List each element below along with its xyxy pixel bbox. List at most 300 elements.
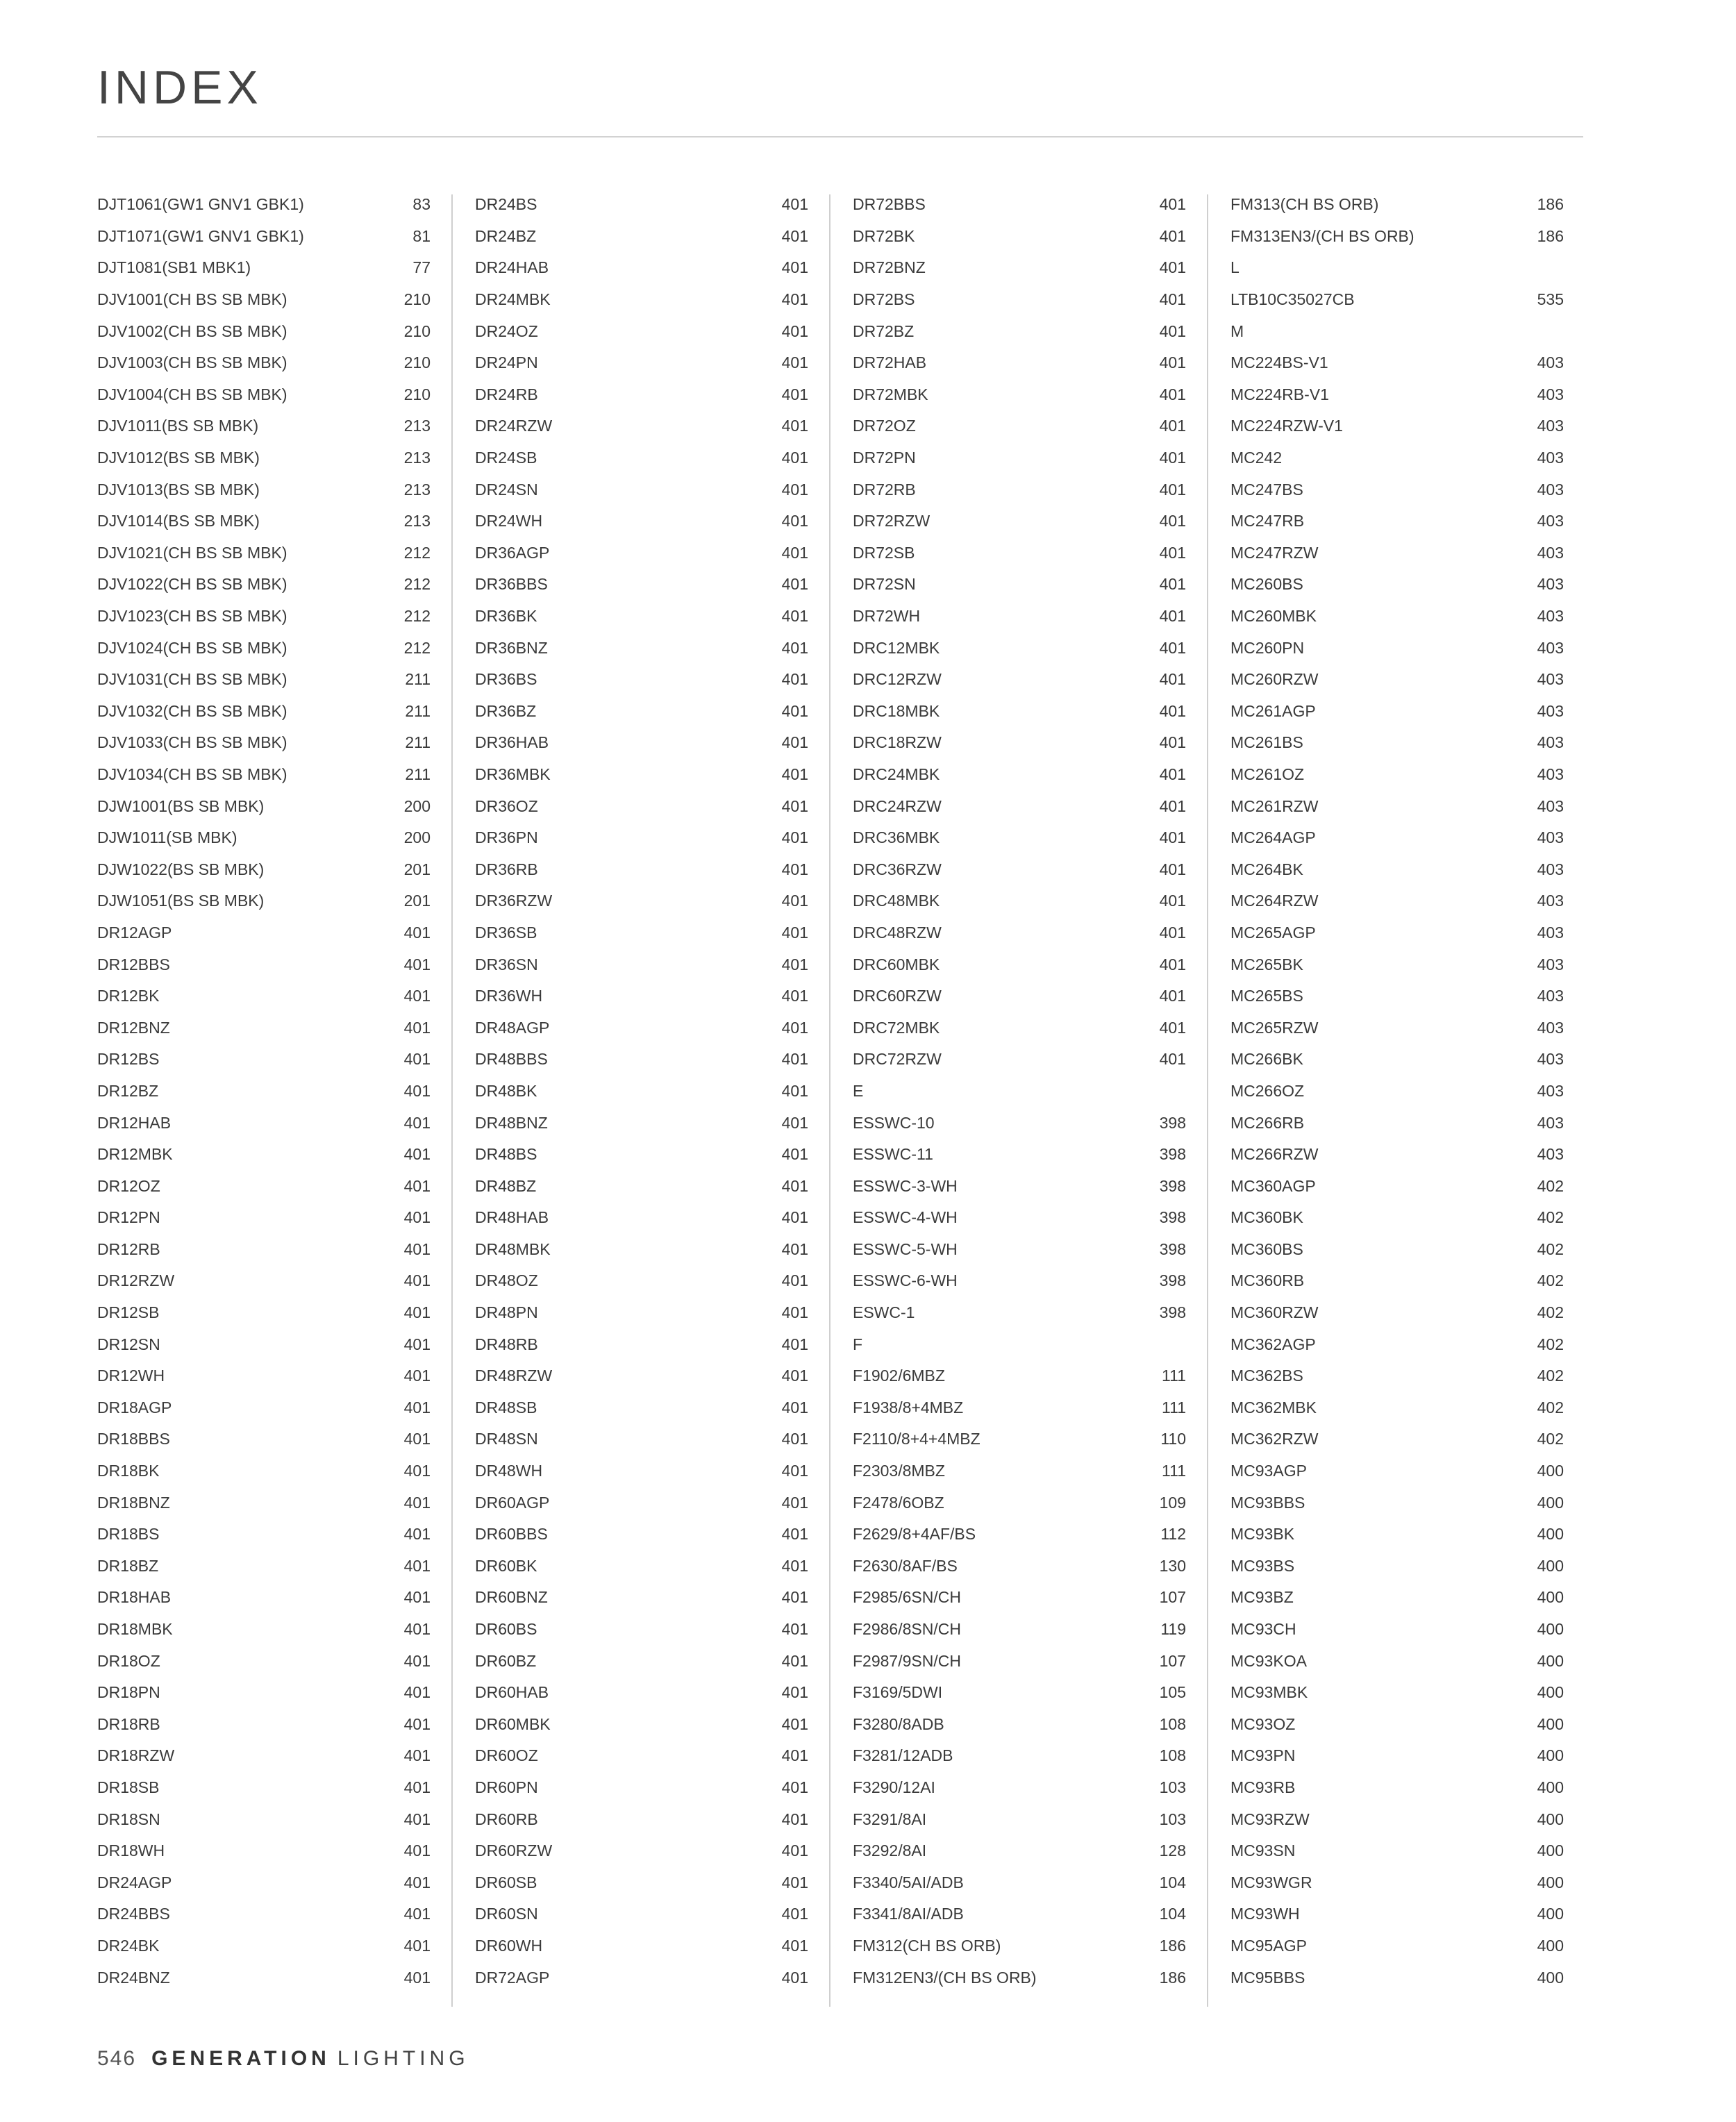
entry-code: F2630/8AF/BS	[853, 1556, 958, 1575]
entry-page: 401	[781, 828, 808, 847]
entry-page: 401	[1159, 638, 1186, 657]
index-entry	[853, 1202, 1186, 1234]
entry-page: 401	[781, 1335, 808, 1353]
entry-code: DJV1012(BS SB MBK)	[97, 449, 260, 467]
entry-page: 401	[781, 987, 808, 1005]
index-entry	[97, 1107, 431, 1139]
entry-code: F	[853, 1335, 863, 1353]
entry-page: 535	[1537, 290, 1564, 309]
entry-code: F2986/8SN/CH	[853, 1620, 961, 1639]
index-entry	[853, 1740, 1186, 1772]
entry-code: DR24OZ	[475, 321, 538, 340]
entry-code: DR72SN	[853, 575, 916, 594]
index-entry	[475, 1202, 808, 1234]
entry-page: 401	[403, 1239, 431, 1258]
entry-code: DR24BNZ	[97, 1968, 170, 1987]
entry-page: 401	[781, 1367, 808, 1385]
index-entry	[475, 980, 808, 1012]
index-column-3	[853, 189, 1186, 1994]
entry-page: 401	[403, 923, 431, 942]
entry-code: DR12AGP	[97, 923, 172, 942]
entry-code: DR36BBS	[475, 575, 548, 594]
index-entry	[475, 315, 808, 347]
entry-code: DR60SN	[475, 1905, 538, 1923]
entry-code: DR12SN	[97, 1335, 160, 1353]
index-entry	[97, 1202, 431, 1234]
index-entry	[1230, 1234, 1564, 1266]
index-entry	[853, 506, 1186, 537]
entry-code: DJV1031(CH BS SB MBK)	[97, 670, 287, 689]
entry-page: 403	[1537, 701, 1564, 720]
entry-code: DR18BNZ	[97, 1493, 170, 1512]
entry-page: 401	[403, 1335, 431, 1353]
index-entry	[97, 1044, 431, 1076]
index-entry	[853, 1265, 1186, 1297]
entry-code: DR48RB	[475, 1335, 538, 1353]
index-entry	[853, 1709, 1186, 1741]
entry-code: MC362AGP	[1230, 1335, 1316, 1353]
entry-page: 398	[1159, 1145, 1186, 1164]
entry-code: MC242	[1230, 449, 1283, 467]
entry-code: DJV1002(CH BS SB MBK)	[97, 321, 287, 340]
entry-page: 398	[1159, 1239, 1186, 1258]
index-entry	[1230, 1076, 1564, 1108]
entry-page: 401	[781, 1968, 808, 1987]
index-entry	[475, 601, 808, 633]
entry-page: 400	[1537, 1873, 1564, 1891]
entry-page: 401	[781, 1873, 808, 1891]
entry-page: 401	[781, 1145, 808, 1164]
entry-page: 403	[1537, 638, 1564, 657]
entry-code: DR18AGP	[97, 1398, 172, 1417]
entry-code: MC266RZW	[1230, 1145, 1319, 1164]
index-entry	[475, 347, 808, 379]
entry-page: 401	[781, 1398, 808, 1417]
entry-page: 211	[405, 701, 431, 720]
entry-code: F3290/12AI	[853, 1778, 935, 1796]
entry-code: DR48SN	[475, 1430, 538, 1448]
entry-code: DR48BK	[475, 1081, 537, 1100]
entry-page: 403	[1537, 1113, 1564, 1132]
entry-page: 110	[1160, 1430, 1186, 1448]
index-entry	[475, 1962, 808, 1994]
index-entry	[97, 1265, 431, 1297]
entry-page: 108	[1159, 1746, 1186, 1765]
index-entry	[853, 221, 1186, 253]
entry-code: DRC36MBK	[853, 828, 940, 847]
entry-page: 402	[1537, 1367, 1564, 1385]
index-entry	[97, 853, 431, 885]
entry-page: 401	[781, 1841, 808, 1860]
entry-code: DR18RB	[97, 1714, 160, 1733]
index-entry	[853, 1930, 1186, 1962]
entry-page: 403	[1537, 765, 1564, 783]
entry-page: 107	[1159, 1588, 1186, 1607]
page-number: 546	[97, 2047, 137, 2070]
entry-page: 401	[403, 1271, 431, 1290]
entry-page: 401	[781, 1746, 808, 1765]
entry-code: F2987/9SN/CH	[853, 1651, 961, 1670]
index-entry	[97, 1519, 431, 1551]
entry-code: MC224BS-V1	[1230, 353, 1328, 372]
index-entry	[853, 1423, 1186, 1455]
entry-page: 401	[781, 607, 808, 626]
index-entry	[1230, 1835, 1564, 1867]
entry-code: MC360RB	[1230, 1271, 1305, 1290]
entry-page: 401	[781, 1018, 808, 1037]
index-entry	[475, 1455, 808, 1487]
index-entry	[97, 221, 431, 253]
index-entry	[853, 1360, 1186, 1392]
page-title: INDEX	[97, 61, 262, 114]
index-entry	[853, 252, 1186, 284]
entry-page: 401	[1159, 449, 1186, 467]
entry-page: 401	[1159, 796, 1186, 815]
entry-page: 401	[781, 1936, 808, 1955]
entry-code: DR12RB	[97, 1239, 160, 1258]
entry-page: 401	[1159, 226, 1186, 245]
index-entry	[97, 1709, 431, 1741]
index-column-2	[475, 189, 808, 1994]
entry-page: 213	[403, 417, 431, 435]
index-entry	[475, 189, 808, 221]
entry-code: DR24RZW	[475, 417, 553, 435]
entry-page: 401	[781, 385, 808, 403]
entry-page: 111	[1162, 1398, 1186, 1417]
index-entry	[1230, 664, 1564, 696]
entry-code: MC266BK	[1230, 1050, 1303, 1069]
entry-page: 401	[781, 1651, 808, 1670]
entry-code: MC264AGP	[1230, 828, 1316, 847]
entry-page: 403	[1537, 1081, 1564, 1100]
index-entry	[1230, 1898, 1564, 1930]
entry-page: 403	[1537, 417, 1564, 435]
entry-page: 401	[403, 1525, 431, 1544]
index-entry	[475, 917, 808, 949]
index-entry	[1230, 1645, 1564, 1677]
entry-page: 401	[1159, 543, 1186, 562]
entry-page: 128	[1159, 1841, 1186, 1860]
entry-page: 104	[1159, 1873, 1186, 1891]
index-entry	[97, 1170, 431, 1202]
brand-name-bold: GENERATION	[151, 2047, 331, 2070]
entry-page: 186	[1159, 1968, 1186, 1987]
entry-code: F3340/5AI/ADB	[853, 1873, 964, 1891]
index-entry	[853, 1898, 1186, 1930]
entry-page: 400	[1537, 1683, 1564, 1702]
index-entry	[97, 1866, 431, 1898]
entry-code: DJV1014(BS SB MBK)	[97, 512, 260, 530]
entry-code: FM312EN3/(CH BS ORB)	[853, 1968, 1037, 1987]
index-entry	[475, 1740, 808, 1772]
entry-code: MC247RB	[1230, 512, 1305, 530]
entry-page: 212	[403, 638, 431, 657]
index-entry	[853, 790, 1186, 822]
entry-code: DR24HAB	[475, 258, 549, 277]
entry-code: ESSWC-6-WH	[853, 1271, 958, 1290]
entry-page: 401	[781, 575, 808, 594]
entry-page: 401	[1159, 1018, 1186, 1037]
index-entry	[853, 1835, 1186, 1867]
entry-code: MC261RZW	[1230, 796, 1319, 815]
index-entry	[475, 1582, 808, 1614]
index-entry	[97, 252, 431, 284]
index-entry	[475, 1265, 808, 1297]
entry-page: 401	[781, 321, 808, 340]
index-entry	[475, 1519, 808, 1551]
entry-page: 401	[403, 1050, 431, 1069]
index-entry	[475, 1360, 808, 1392]
entry-code: DR24AGP	[97, 1873, 172, 1891]
entry-page: 403	[1537, 670, 1564, 689]
index-entry	[1230, 379, 1564, 411]
index-entry	[853, 1107, 1186, 1139]
entry-code: DR18MBK	[97, 1620, 173, 1639]
index-entry	[475, 790, 808, 822]
entry-page: 403	[1537, 1018, 1564, 1037]
index-entry	[97, 1234, 431, 1266]
entry-code: F3169/5DWI	[853, 1683, 943, 1702]
entry-code: DR36WH	[475, 987, 543, 1005]
entry-code: DRC48RZW	[853, 923, 942, 942]
entry-page: 401	[1159, 417, 1186, 435]
index-entry	[97, 664, 431, 696]
entry-code: DJV1034(CH BS SB MBK)	[97, 765, 287, 783]
index-entry	[853, 853, 1186, 885]
entry-code: DR72BBS	[853, 195, 926, 214]
entry-page: 401	[781, 1462, 808, 1480]
entry-code: DR60SB	[475, 1873, 537, 1891]
entry-page: 112	[1160, 1525, 1186, 1544]
entry-code: MC93WGR	[1230, 1873, 1312, 1891]
entry-page: 401	[781, 258, 808, 277]
entry-page: 401	[403, 1303, 431, 1322]
entry-page: 398	[1159, 1113, 1186, 1132]
entry-code: DR24SN	[475, 480, 538, 499]
entry-code: DR12BS	[97, 1050, 160, 1069]
index-entry	[475, 1551, 808, 1582]
entry-page: 401	[781, 1050, 808, 1069]
entry-code: DRC36RZW	[853, 860, 942, 878]
entry-page: 401	[1159, 195, 1186, 214]
entry-code: DR12BZ	[97, 1081, 159, 1100]
entry-code: DR36MBK	[475, 765, 551, 783]
entry-code: FM312(CH BS ORB)	[853, 1936, 1001, 1955]
entry-code: DR48SB	[475, 1398, 537, 1417]
entry-page: 403	[1537, 733, 1564, 752]
entry-page: 401	[403, 1081, 431, 1100]
index-entry	[475, 1076, 808, 1108]
entry-code: DJV1032(CH BS SB MBK)	[97, 701, 287, 720]
entry-code: DR24RB	[475, 385, 538, 403]
entry-code: ESSWC-4-WH	[853, 1208, 958, 1227]
index-entry	[1230, 569, 1564, 601]
index-entry	[475, 822, 808, 854]
index-entry	[97, 1423, 431, 1455]
entry-code: DR48BNZ	[475, 1113, 548, 1132]
entry-page: 401	[403, 1176, 431, 1195]
index-entry	[475, 1803, 808, 1835]
entry-code: MC93BK	[1230, 1525, 1295, 1544]
entry-page: 401	[781, 892, 808, 910]
index-entry	[475, 252, 808, 284]
index-entry	[1230, 537, 1564, 569]
entry-page: 401	[781, 1620, 808, 1639]
entry-page: 212	[403, 607, 431, 626]
entry-page: 401	[1159, 670, 1186, 689]
entry-code: MC224RB-V1	[1230, 385, 1329, 403]
entry-page: 401	[403, 1398, 431, 1417]
entry-code: MC266RB	[1230, 1113, 1305, 1132]
entry-code: MC360AGP	[1230, 1176, 1316, 1195]
index-entry	[1230, 1866, 1564, 1898]
index-entry	[475, 1139, 808, 1171]
entry-code: MC264RZW	[1230, 892, 1319, 910]
index-entry	[475, 727, 808, 759]
entry-code: MC93BBS	[1230, 1493, 1305, 1512]
entry-code: MC260RZW	[1230, 670, 1319, 689]
entry-page: 400	[1537, 1714, 1564, 1733]
entry-code: DJT1071(GW1 GNV1 GBK1)	[97, 226, 304, 245]
index-entry	[1230, 696, 1564, 728]
index-entry	[475, 1423, 808, 1455]
entry-code: MC360BS	[1230, 1239, 1303, 1258]
index-entry	[97, 315, 431, 347]
entry-code: MC261AGP	[1230, 701, 1316, 720]
entry-page: 401	[781, 1271, 808, 1290]
entry-code: DR18BK	[97, 1462, 160, 1480]
entry-code: DR48OZ	[475, 1271, 538, 1290]
entry-code: DR36SN	[475, 955, 538, 974]
entry-code: MC93CH	[1230, 1620, 1296, 1639]
entry-code: DR72HAB	[853, 353, 927, 372]
entry-code: DR36RZW	[475, 892, 553, 910]
entry-code: DR60BS	[475, 1620, 537, 1639]
entry-page: 398	[1159, 1303, 1186, 1322]
entry-code: E	[853, 1081, 864, 1100]
entry-page: 213	[403, 512, 431, 530]
index-entry	[475, 1234, 808, 1266]
index-entry	[853, 1772, 1186, 1804]
index-entry	[1230, 1139, 1564, 1171]
entry-page: 401	[1159, 955, 1186, 974]
entry-code: LTB10C35027CB	[1230, 290, 1355, 309]
entry-page: 400	[1537, 1968, 1564, 1987]
entry-page: 401	[781, 449, 808, 467]
index-entry	[475, 1709, 808, 1741]
entry-page: 401	[781, 765, 808, 783]
entry-code: ESSWC-3-WH	[853, 1176, 958, 1195]
entry-page: 402	[1537, 1208, 1564, 1227]
entry-code: DR18OZ	[97, 1651, 160, 1670]
index-entry	[853, 1012, 1186, 1044]
entry-page: 401	[1159, 733, 1186, 752]
entry-code: FM313(CH BS ORB)	[1230, 195, 1379, 214]
entry-page: 211	[405, 670, 431, 689]
index-entry	[1230, 1012, 1564, 1044]
entry-code: DR60BNZ	[475, 1588, 548, 1607]
entry-code: DRC24MBK	[853, 765, 940, 783]
entry-code: F3281/12ADB	[853, 1746, 953, 1765]
index-entry	[853, 980, 1186, 1012]
index-entry	[853, 537, 1186, 569]
index-column-4	[1230, 189, 1564, 1994]
entry-code: DJW1022(BS SB MBK)	[97, 860, 265, 878]
entry-page: 401	[781, 1176, 808, 1195]
index-entry	[97, 980, 431, 1012]
entry-page: 401	[403, 1588, 431, 1607]
index-section-letter	[1230, 315, 1564, 347]
index-entry	[97, 1803, 431, 1835]
entry-code: DR18RZW	[97, 1746, 175, 1765]
entry-page: 108	[1159, 1714, 1186, 1733]
entry-page: 212	[403, 575, 431, 594]
entry-code: DR72BS	[853, 290, 915, 309]
entry-code: F1902/6MBZ	[853, 1367, 945, 1385]
index-entry	[97, 696, 431, 728]
entry-page: 210	[403, 353, 431, 372]
title-rule	[97, 136, 1583, 137]
entry-code: MC362BS	[1230, 1367, 1303, 1385]
entry-code: DR60OZ	[475, 1746, 538, 1765]
index-entry	[853, 1455, 1186, 1487]
index-entry	[1230, 1265, 1564, 1297]
entry-page: 403	[1537, 607, 1564, 626]
index-entry	[475, 1392, 808, 1424]
entry-page: 401	[1159, 828, 1186, 847]
index-entry	[475, 1044, 808, 1076]
entry-page: 403	[1537, 987, 1564, 1005]
index-entry	[1230, 1709, 1564, 1741]
entry-code: DR72PN	[853, 449, 916, 467]
entry-code: FM313EN3/(CH BS ORB)	[1230, 226, 1414, 245]
index-entry	[1230, 885, 1564, 917]
entry-page: 210	[403, 321, 431, 340]
entry-page: 401	[781, 796, 808, 815]
index-entry	[1230, 1392, 1564, 1424]
index-entry	[97, 189, 431, 221]
entry-code: MC360BK	[1230, 1208, 1303, 1227]
entry-code: DR60BK	[475, 1556, 537, 1575]
entry-page: 105	[1159, 1683, 1186, 1702]
entry-page: 401	[403, 1367, 431, 1385]
entry-page: 401	[403, 1556, 431, 1575]
entry-page: 401	[781, 1905, 808, 1923]
entry-page: 401	[1159, 321, 1186, 340]
entry-code: MC266OZ	[1230, 1081, 1305, 1100]
index-entry	[475, 1835, 808, 1867]
entry-page: 401	[403, 1905, 431, 1923]
entry-page: 211	[405, 765, 431, 783]
entry-page: 403	[1537, 892, 1564, 910]
index-entry	[853, 917, 1186, 949]
entry-code: F2985/6SN/CH	[853, 1588, 961, 1607]
entry-code: DR24BBS	[97, 1905, 170, 1923]
entry-code: DRC72MBK	[853, 1018, 940, 1037]
entry-code: DRC24RZW	[853, 796, 942, 815]
index-entry	[1230, 221, 1564, 253]
entry-code: DR12BK	[97, 987, 160, 1005]
index-entry	[475, 1170, 808, 1202]
entry-page: 130	[1159, 1556, 1186, 1575]
entry-page: 103	[1159, 1778, 1186, 1796]
entry-code: DR60AGP	[475, 1493, 550, 1512]
entry-page: 401	[403, 1430, 431, 1448]
index-entry	[475, 1772, 808, 1804]
entry-page: 400	[1537, 1651, 1564, 1670]
index-section-letter	[1230, 252, 1564, 284]
index-entry	[475, 1328, 808, 1360]
